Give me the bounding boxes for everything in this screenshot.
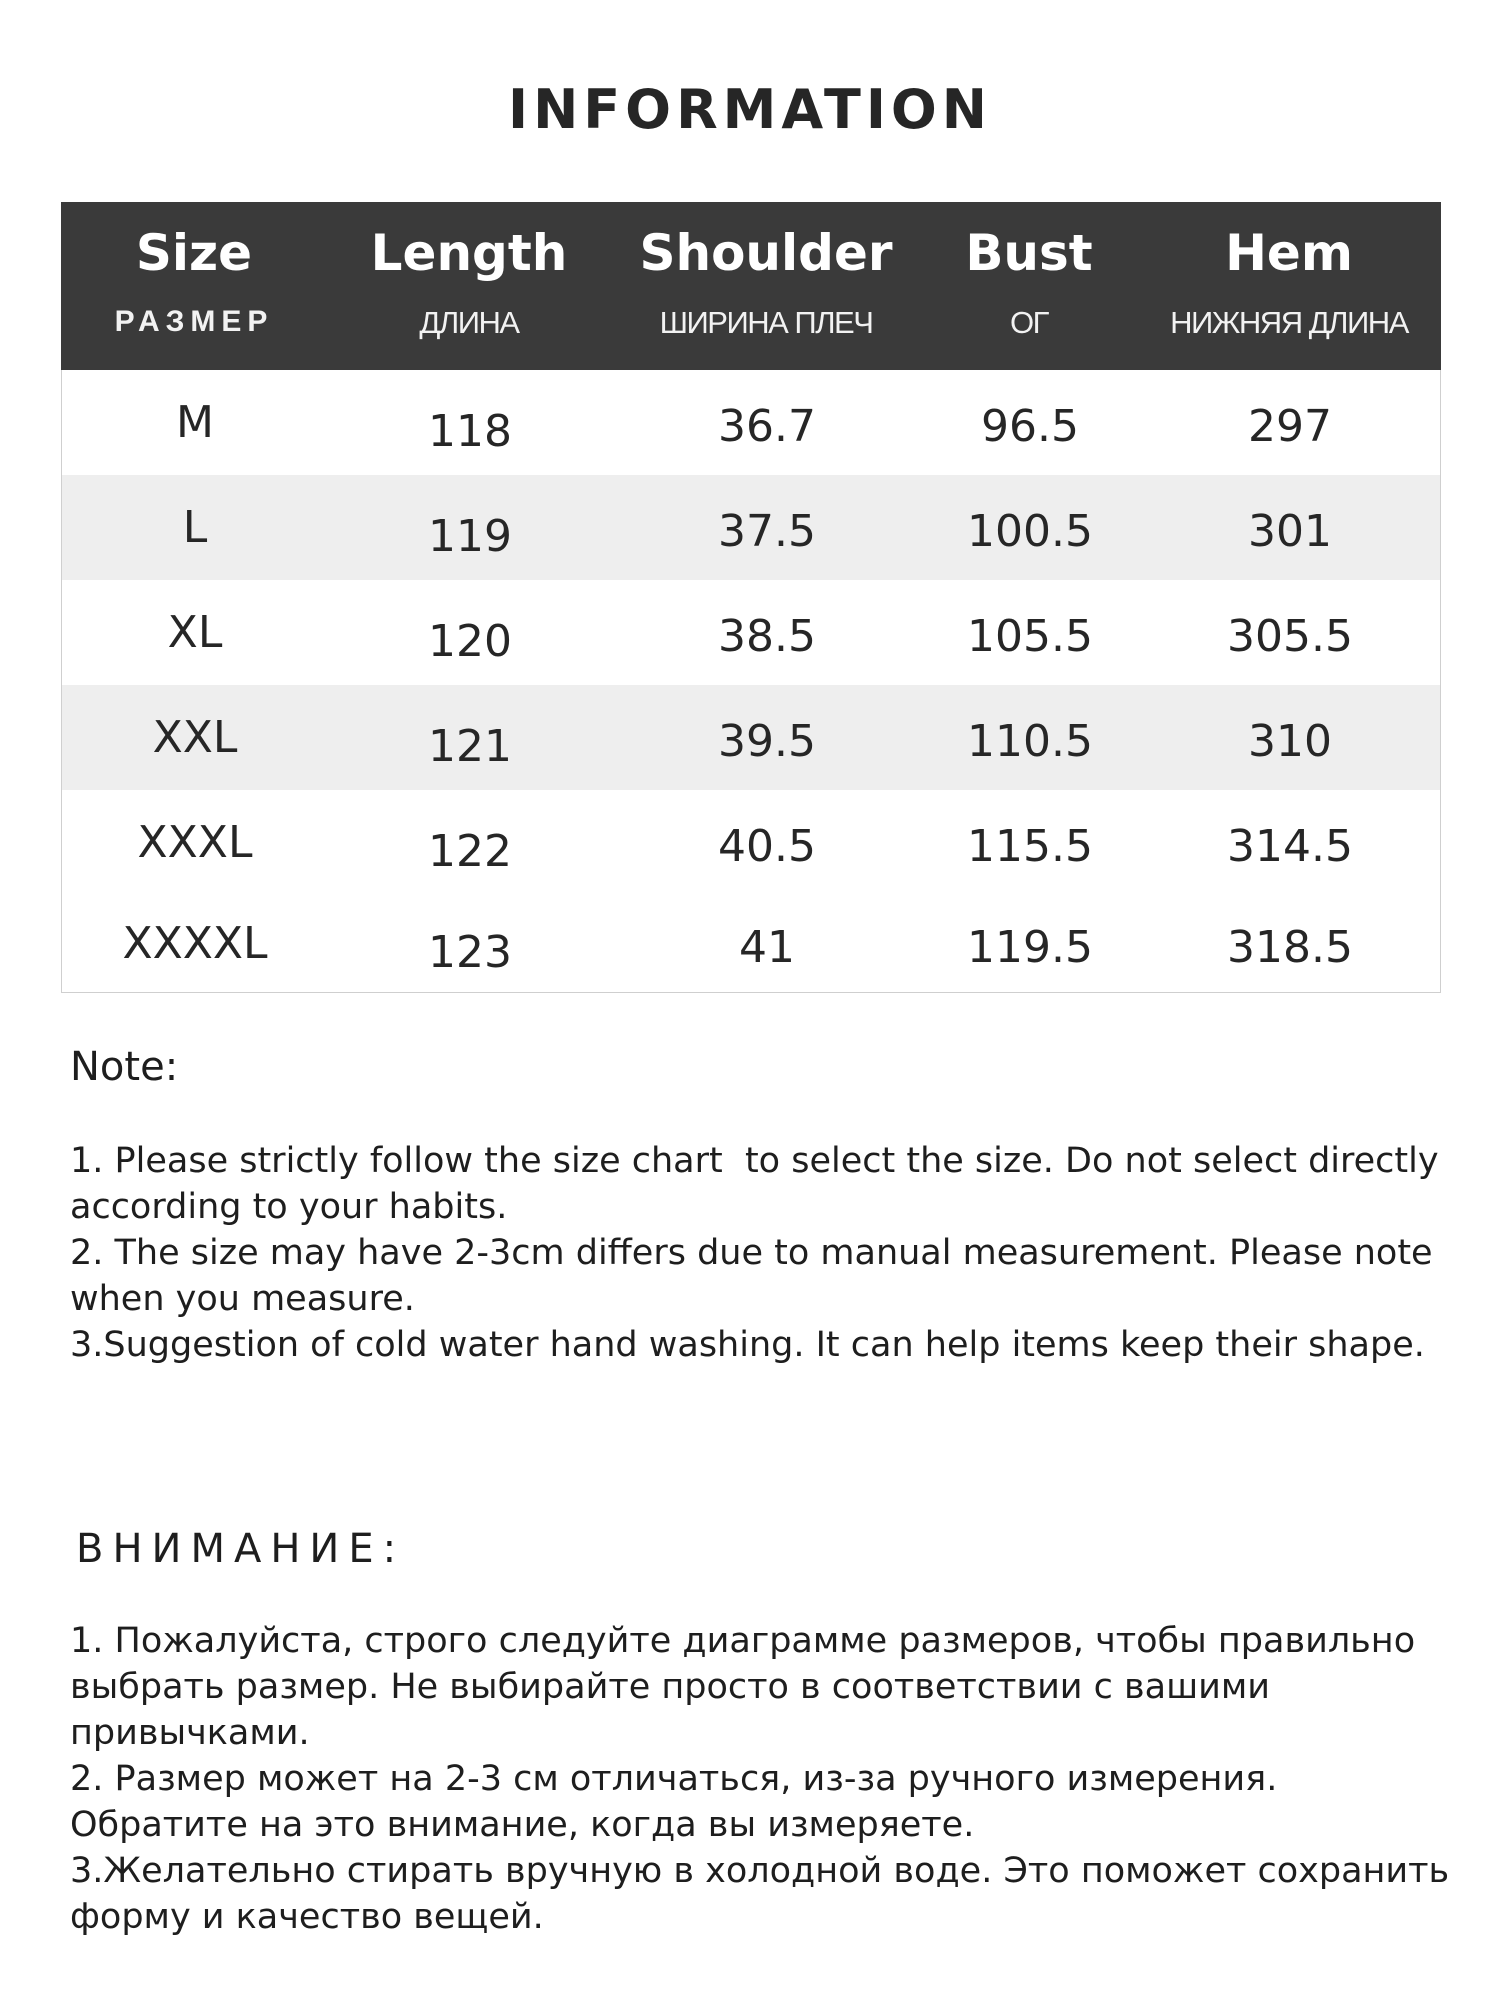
note-item: 2. The size may have 2-3cm differs due to manual measurement. Please note when you measure. (70, 1233, 1444, 1319)
cell-size: XXL (152, 712, 238, 763)
header-hem-label: Hem (1225, 224, 1353, 282)
header-length-label-ru: ДЛИНА (419, 305, 519, 340)
header-shoulder (611, 202, 921, 370)
cell-shoulder: 37.5 (718, 506, 816, 557)
cell-length: 122 (428, 826, 512, 877)
cell-bust: 100.5 (967, 506, 1093, 557)
header-bust-label-ru: ОГ (1010, 305, 1048, 340)
cell-bust: 96.5 (981, 401, 1079, 452)
note-item-ru: 1. Пожалуйста, строго следуйте диаграмме размеров, чтобы правильно выбрать размер. Не выбирайте просто в соответствии с вашими привычками. (70, 1621, 1427, 1753)
header-shoulder-label-ru: ШИРИНА ПЛЕЧ (659, 305, 873, 340)
header-bust (921, 202, 1137, 370)
cell-bust: 119.5 (967, 922, 1093, 973)
table-row (62, 580, 1440, 685)
note-item: 1. Please strictly follow the size chart to select the size. Do not select directly according to your habits. (70, 1141, 1450, 1227)
cell-bust: 115.5 (967, 821, 1093, 872)
header-hem-label-ru: НИЖНЯЯ ДЛИНА (1170, 305, 1408, 340)
header-length (327, 202, 611, 370)
header-length-label: Length (370, 224, 568, 282)
cell-length: 123 (428, 927, 512, 978)
cell-shoulder: 41 (739, 922, 795, 973)
header-size (61, 202, 327, 370)
cell-length: 120 (428, 616, 512, 667)
note-list (70, 1138, 1450, 1368)
cell-hem: 305.5 (1227, 611, 1353, 662)
cell-size: XL (167, 607, 223, 658)
header-size-label-ru: РАЗМЕР (114, 305, 274, 338)
cell-size: XXXXL (122, 918, 268, 969)
table-row (62, 370, 1440, 475)
cell-shoulder: 39.5 (718, 716, 816, 767)
table-row (62, 790, 1440, 895)
cell-size: XXXL (137, 817, 253, 868)
cell-hem: 318.5 (1227, 922, 1353, 973)
note-list-ru (70, 1618, 1461, 1940)
cell-shoulder: 36.7 (718, 401, 816, 452)
header-bust-label: Bust (965, 224, 1093, 282)
header-shoulder-label: Shoulder (639, 224, 893, 282)
table-row (62, 685, 1440, 790)
header-hem (1137, 202, 1441, 370)
note-item-ru: 2. Размер может на 2-3 см отличаться, из-за ручного измерения. Обратите на это внимание, когда вы измеряете. (70, 1759, 1289, 1845)
cell-bust: 105.5 (967, 611, 1093, 662)
note-item: 3.Suggestion of cold water hand washing. It can help items keep their shape. (70, 1325, 1425, 1365)
cell-length: 121 (428, 721, 512, 772)
cell-hem: 314.5 (1227, 821, 1353, 872)
note-heading: Note: (70, 1044, 179, 1090)
table-row (62, 475, 1440, 580)
cell-size: L (182, 502, 208, 553)
cell-size: M (176, 397, 214, 448)
cell-hem: 301 (1248, 506, 1332, 557)
cell-length: 118 (428, 406, 512, 457)
header-size-label: Size (135, 224, 253, 282)
note-item-ru: 3.Желательно стирать вручную в холодной воде. Это поможет сохранить форму и качество вещей. (70, 1851, 1461, 1937)
page-title: INFORMATION (507, 78, 993, 141)
table-row (62, 895, 1440, 1000)
cell-bust: 110.5 (967, 716, 1093, 767)
cell-length: 119 (428, 511, 512, 562)
cell-shoulder: 40.5 (718, 821, 816, 872)
cell-hem: 297 (1248, 401, 1332, 452)
cell-shoulder: 38.5 (718, 611, 816, 662)
cell-hem: 310 (1248, 716, 1332, 767)
table-header (61, 202, 1441, 370)
size-chart-table (61, 202, 1441, 993)
note-heading-ru: ВНИМАНИЕ: (76, 1526, 406, 1572)
